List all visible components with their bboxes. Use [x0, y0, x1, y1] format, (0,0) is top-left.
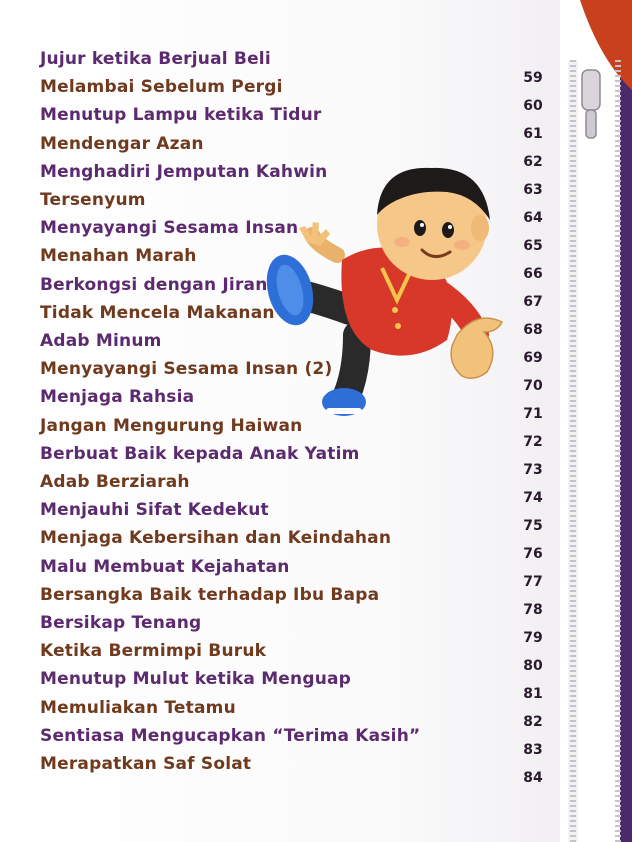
- toc-entry-title: Menjaga Kebersihan dan Keindahan: [40, 528, 392, 549]
- toc-entry-title: Mendengar Azan: [40, 133, 204, 154]
- toc-entry-title: Melambai Sebelum Pergi: [40, 77, 283, 98]
- toc-entry-title: Adab Minum: [40, 331, 162, 351]
- toc-entry-page-number: 63: [523, 182, 543, 198]
- toc-entry-page-number: 75: [523, 518, 543, 534]
- toc-entry-page-number: 65: [523, 238, 543, 254]
- toc-entry-page-number: 73: [523, 462, 543, 478]
- toc-entry-page-number: 61: [523, 126, 543, 142]
- toc-entry-page-number: 68: [523, 322, 543, 338]
- toc-entry-page-number: 78: [523, 602, 543, 618]
- toc-entry-page-number: 59: [523, 70, 543, 86]
- toc-entry-title: Jujur ketika Berjual Beli: [40, 49, 271, 69]
- toc-entry-page-number: 69: [523, 350, 543, 366]
- toc-entry-title: Adab Berziarah: [40, 472, 190, 492]
- toc-entry-page-number: 84: [523, 770, 543, 786]
- toc-entry-title: Menjaga Rahsia: [40, 387, 195, 408]
- toc-entry-page-number: 70: [523, 378, 543, 394]
- toc-entry-page-number: 71: [523, 406, 543, 422]
- toc-entry-title: Tidak Mencela Makanan: [40, 302, 275, 323]
- toc-entry-page-number: 82: [523, 714, 543, 730]
- toc-entry-title: Memuliakan Tetamu: [40, 697, 236, 718]
- cartoon-boy-illustration: [262, 150, 507, 430]
- toc-entry-title: Menyayangi Sesama Insan: [40, 218, 299, 239]
- toc-entry-title: Menyayangi Sesama Insan (2): [40, 359, 333, 380]
- toc-entry-title: Menutup Mulut ketika Menguap: [40, 669, 352, 690]
- toc-entry-page-number: 77: [523, 574, 543, 590]
- toc-entry-title: Menjauhi Sifat Kedekut: [40, 500, 269, 521]
- toc-entry-page-number: 66: [523, 266, 543, 282]
- toc-entry-page-number: 81: [523, 686, 543, 702]
- toc-entry-title: Bersikap Tenang: [40, 613, 202, 633]
- toc-entry-title: Menutup Lampu ketika Tidur: [40, 105, 322, 126]
- toc-entry-title: Merapatkan Saf Solat: [40, 754, 252, 774]
- toc-entry-page-number: 76: [523, 546, 543, 562]
- toc-entry-title: Jangan Mengurung Haiwan: [40, 415, 303, 436]
- toc-entry-title: Bersangka Baik terhadap Ibu Bapa: [40, 584, 380, 605]
- toc-entry-page-number: 62: [523, 154, 543, 170]
- zipper-border-graphic: [560, 0, 632, 842]
- toc-entry-title: Menghadiri Jemputan Kahwin: [40, 161, 328, 182]
- toc-entry-title: Sentiasa Mengucapkan “Terima Kasih”: [40, 725, 421, 746]
- toc-entry-page-number: 64: [523, 210, 543, 226]
- toc-entry-title: Berkongsi dengan Jiran: [40, 274, 268, 295]
- toc-entry-title: Berbuat Baik kepada Anak Yatim: [40, 443, 360, 464]
- toc-entry-page-number: 83: [523, 742, 543, 758]
- toc-entry-title: Tersenyum: [40, 190, 146, 210]
- toc-entry-title: Ketika Bermimpi Buruk: [40, 641, 267, 662]
- toc-entry-page-number: 60: [523, 98, 543, 114]
- toc-entry-page-number: 80: [523, 658, 543, 674]
- toc-entry-title: Menahan Marah: [40, 246, 197, 267]
- toc-entry-page-number: 74: [523, 490, 543, 506]
- toc-entry-page-number: 67: [523, 294, 543, 310]
- toc-entry-page-number: 79: [523, 630, 543, 646]
- toc-entry-page-number: 72: [523, 434, 543, 450]
- toc-entry-title: Malu Membuat Kejahatan: [40, 556, 290, 577]
